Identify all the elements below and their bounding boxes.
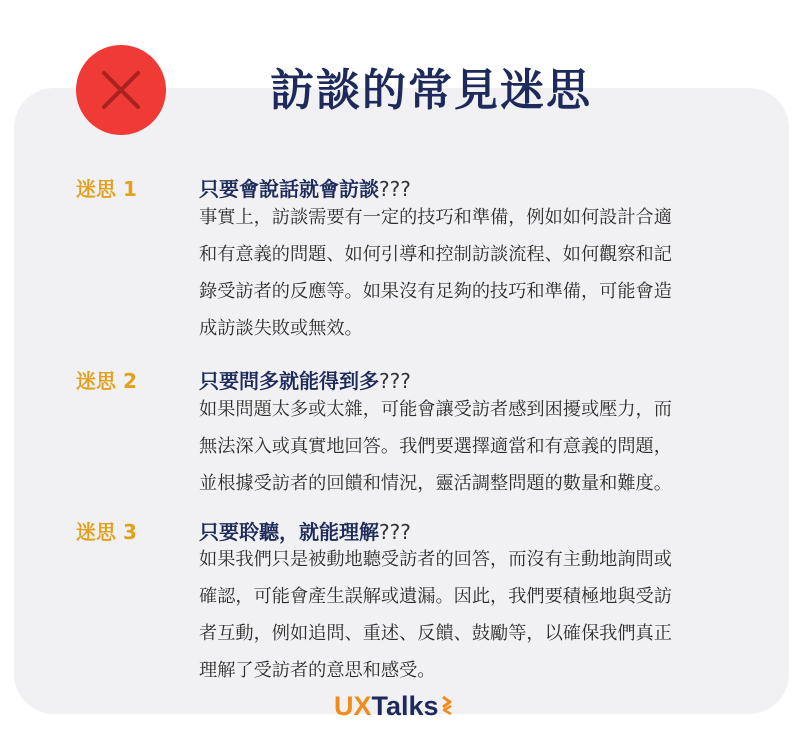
myth-3-line: 者互動，例如追問、重述、反饋、鼓勵等，以確保我們真正 [199,623,672,644]
myth-3-heading-text: 只要聆聽，就能理解 [199,520,379,544]
myth-2-label: 迷思 2 [76,369,137,393]
logo-ux: UX [334,691,372,721]
myth-2-line: 無法深入或真實地回答。我們要選擇適當和有意義的問題， [199,436,672,457]
myth-3-body [199,541,739,689]
myth-3-line: 確認，可能會產生誤解或遺漏。因此，我們要積極地與受訪 [199,586,672,607]
uxtalks-logo [334,691,453,723]
myth-2-line: 如果問題太多或太雜，可能會讓受訪者感到困擾或壓力，而 [199,399,672,420]
myth-1-body [199,199,739,347]
myth-3-line: 理解了受訪者的意思和感受。 [199,660,436,681]
myth-1-line: 錄受訪者的反應等。如果沒有足夠的技巧和準備，可能會造 [199,281,672,302]
logo-talks: Talks [371,691,439,721]
myth-2-suffix: ??? [379,369,411,393]
myth-3-line: 如果我們只是被動地聽受訪者的回答，而沒有主動地詢問或 [199,549,672,570]
myth-2-body [199,391,739,502]
page-title: 訪談的常見迷思 [270,65,592,116]
myth-2-heading-text: 只要問多就能得到多 [199,369,379,393]
myth-2-line: 並根據受訪者的回饋和情況，靈活調整問題的數量和難度。 [199,473,672,494]
myth-3-label: 迷思 3 [76,520,137,544]
close-icon [76,45,166,135]
myth-1-line: 和有意義的問題、如何引導和控制訪談流程、如何觀察和記 [199,244,672,265]
myth-2-heading [199,365,411,394]
myth-1-label: 迷思 1 [76,177,137,201]
myth-1-line: 成訪談失敗或無效。 [199,318,363,339]
myth-3-suffix: ??? [379,520,411,544]
myth-1-line: 事實上，訪談需要有一定的技巧和準備，例如如何設計合適 [199,207,672,228]
chevron-arrows-icon [441,692,453,723]
myth-1-heading [199,173,411,202]
myth-1-suffix: ??? [379,177,411,201]
myth-1-heading-text: 只要會說話就會訪談 [199,177,379,201]
